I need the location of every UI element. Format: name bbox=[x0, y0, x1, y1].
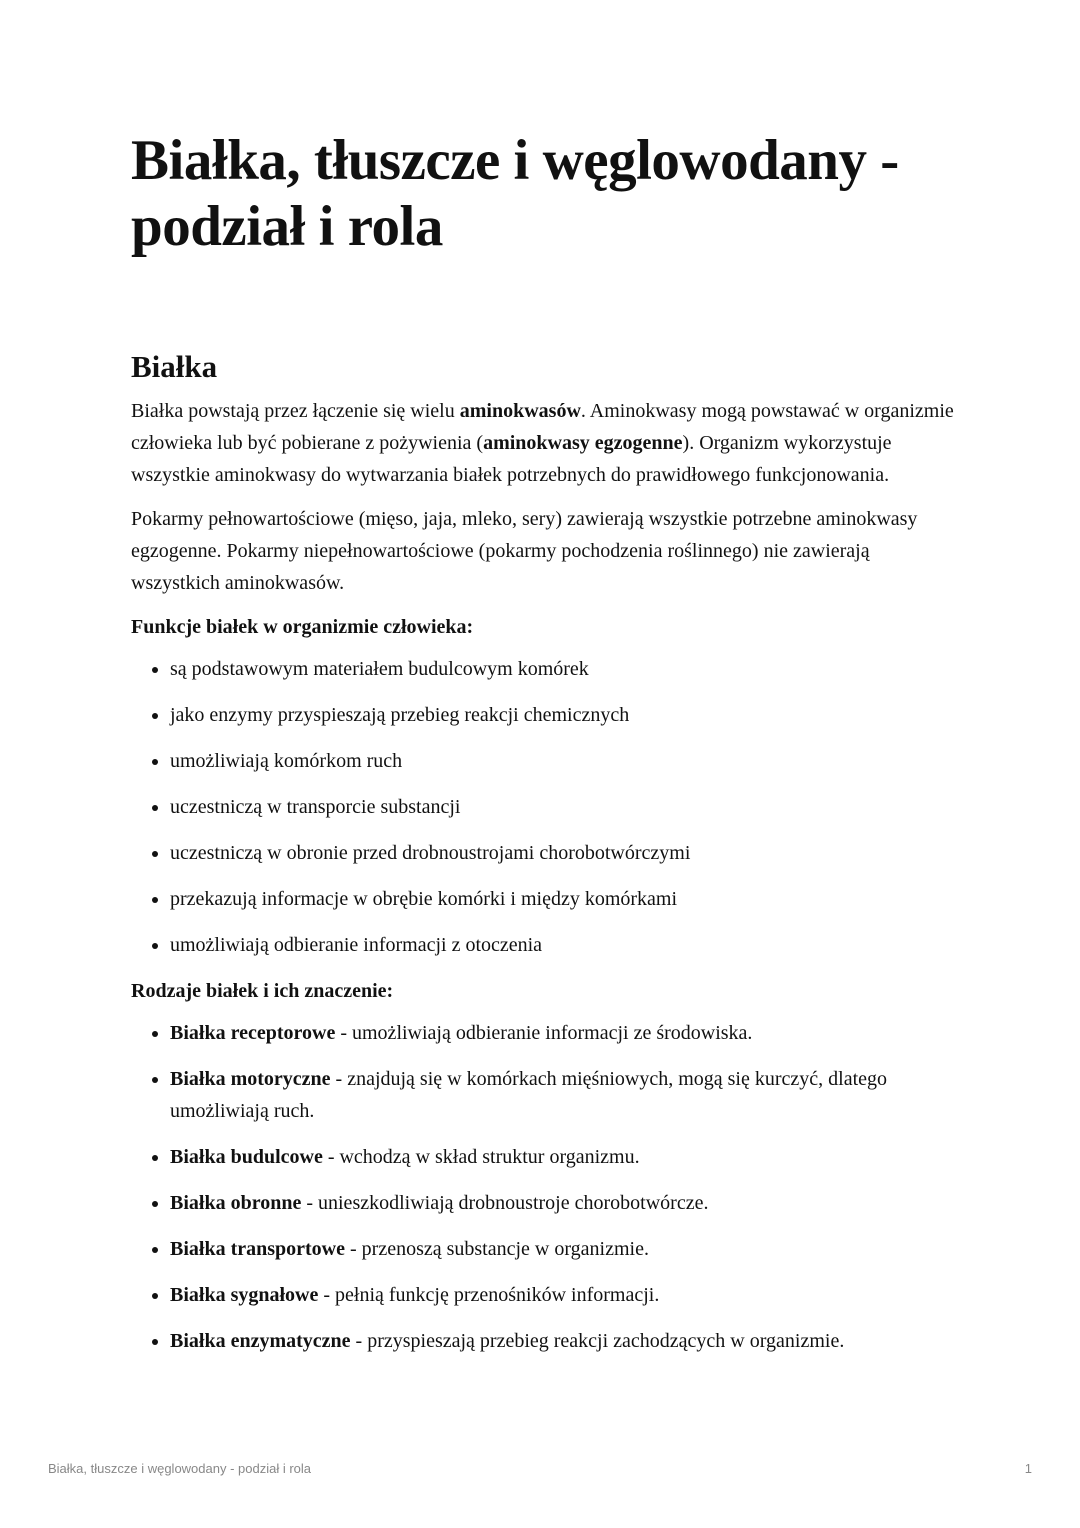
types-label: Rodzaje białek i ich znaczenie: bbox=[131, 980, 394, 1002]
list-item: • przekazują informacje w obrębie komórki i między komórkami bbox=[170, 883, 961, 915]
type-name: Białka transportowe bbox=[170, 1238, 345, 1260]
list-item: • umożliwiają odbieranie informacji z otoczenia bbox=[170, 929, 961, 961]
type-name: Białka receptorowe bbox=[170, 1022, 336, 1044]
document-body bbox=[131, 128, 961, 1371]
paragraph bbox=[131, 395, 961, 491]
types-list bbox=[131, 1017, 961, 1357]
page-footer bbox=[48, 1461, 1032, 1476]
list-item: • są podstawowym materiałem budulcowym komórek bbox=[170, 653, 961, 685]
type-desc: - przyspieszają przebieg reakcji zachodzących w organizmie. bbox=[350, 1330, 845, 1352]
list-item bbox=[170, 1017, 961, 1049]
type-desc: - unieszkodliwiają drobnoustroje chorobotwórcze. bbox=[301, 1192, 709, 1214]
type-desc: - znajdują się w komórkach mięśniowych, mogą się kurczyć, dlatego umożliwiają ruch. bbox=[170, 1068, 888, 1122]
type-desc: - wchodzą w skład struktur organizmu. bbox=[322, 1146, 640, 1168]
list-item bbox=[170, 1063, 961, 1127]
text: Białka powstają przez łączenie się wielu bbox=[131, 400, 460, 422]
document-title: Białka, tłuszcze i węglowodany - podział i rola bbox=[131, 129, 899, 258]
text: ). Organizm wykorzystuje wszystkie aminokwasy do wytwarzania białek potrzebnych do prawidłowego funkcjonowania. bbox=[131, 432, 892, 486]
list-item bbox=[170, 1279, 961, 1311]
text: . Aminokwasy mogą powstawać w organizmie człowieka lub być pobierane z pożywienia ( bbox=[131, 400, 954, 454]
functions-list bbox=[131, 653, 961, 961]
list-item bbox=[170, 1233, 961, 1265]
list-item: • uczestniczą w transporcie substancji bbox=[170, 791, 961, 823]
type-name: Białka budulcowe bbox=[170, 1146, 323, 1168]
list-item: • uczestniczą w obronie przed drobnoustrojami chorobotwórczymi bbox=[170, 837, 961, 869]
type-desc: - pełnią funkcję przenośników informacji. bbox=[318, 1284, 660, 1306]
list-item bbox=[170, 1187, 961, 1219]
list-item bbox=[170, 1141, 961, 1173]
type-name: Białka motoryczne bbox=[170, 1068, 331, 1090]
functions-label: Funkcje białek w organizmie człowieka: bbox=[131, 616, 474, 638]
bold-term: aminokwasów bbox=[459, 400, 581, 422]
type-desc: - przenoszą substancje w organizmie. bbox=[345, 1238, 649, 1260]
paragraph: Pokarmy pełnowartościowe (mięso, jaja, mleko, sery) zawierają wszystkie potrzebne aminokwasy egzogenne. Pokarmy niepełnowartościowe (pokarmy pochodzenia roślinnego) nie zawierają wszystkich aminokwasów. bbox=[131, 508, 918, 594]
type-name: Białka obronne bbox=[170, 1192, 302, 1214]
page-number: 1 bbox=[1024, 1461, 1032, 1476]
list-item: • umożliwiają komórkom ruch bbox=[170, 745, 961, 777]
list-item: • jako enzymy przyspieszają przebieg reakcji chemicznych bbox=[170, 699, 961, 731]
type-name: Białka sygnałowe bbox=[170, 1284, 319, 1306]
section-heading: Białka bbox=[131, 349, 218, 384]
footer-title: Białka, tłuszcze i węglowodany - podział i rola bbox=[48, 1461, 312, 1476]
type-name: Białka enzymatyczne bbox=[170, 1330, 351, 1352]
list-item bbox=[170, 1325, 961, 1357]
type-desc: - umożliwiają odbieranie informacji ze środowiska. bbox=[335, 1022, 753, 1044]
bold-term: aminokwasy egzogenne bbox=[483, 432, 683, 454]
